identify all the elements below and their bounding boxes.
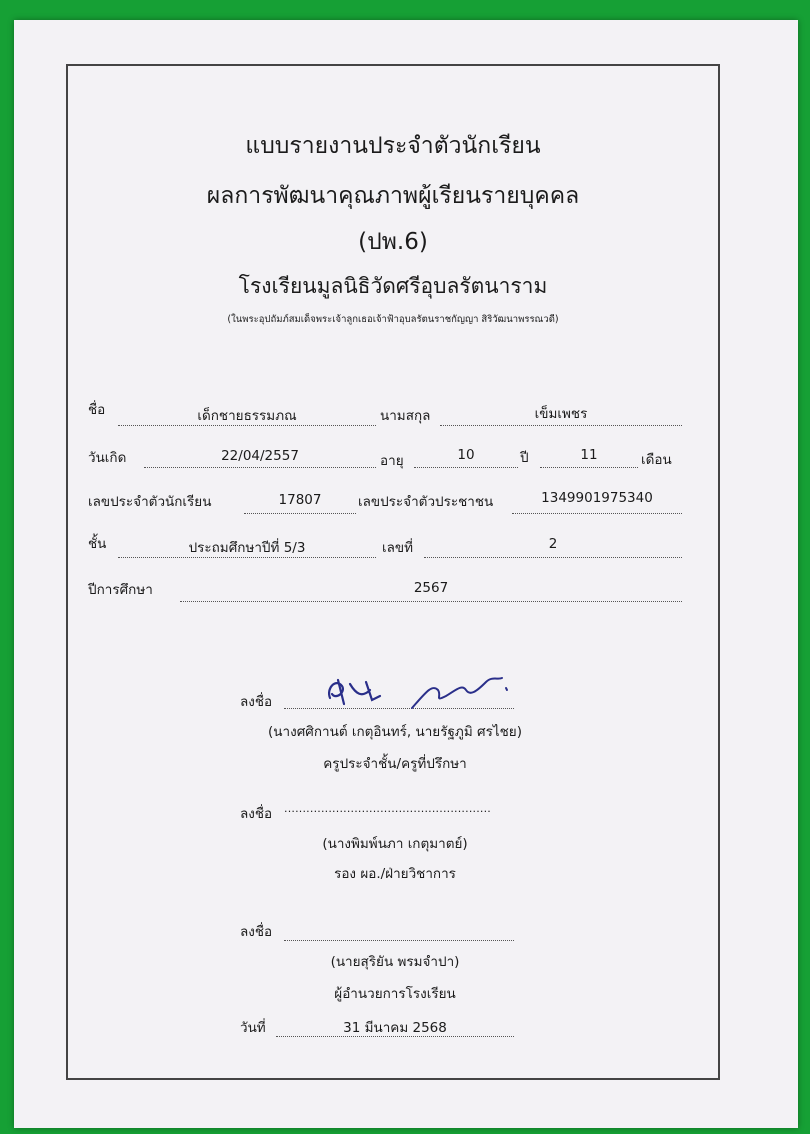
student-id-label: เลขประจำตัวนักเรียน <box>88 494 212 510</box>
number-value: 2 <box>548 536 558 552</box>
age-label: อายุ <box>380 453 404 469</box>
director-role: ผู้อำนวยการโรงเรียน <box>334 986 456 1002</box>
teacher-role: ครูประจำชั้น/ครูที่ปรึกษา <box>323 756 467 772</box>
class-label: ชั้น <box>88 536 107 552</box>
page-border <box>66 64 720 1080</box>
student-id-line <box>244 513 356 514</box>
student-id-value: 17807 <box>278 492 322 508</box>
teacher-signature <box>316 668 516 714</box>
title-line-3: (ปพ.6) <box>358 229 428 255</box>
deputy-role: รอง ผอ./ฝ่ายวิชาการ <box>334 866 456 882</box>
birth-label: วันเกิด <box>88 450 127 466</box>
age-years-line <box>414 467 518 468</box>
surname-value: เข็มเพชร <box>534 406 588 422</box>
deputy-sign-label: ลงชื่อ <box>240 806 273 822</box>
surname-line <box>440 425 682 426</box>
citizen-id-value: 1349901975340 <box>541 490 653 506</box>
patronage-text: (ในพระอุปถัมภ์สมเด็จพระเจ้าลูกเธอเจ้าฟ้าอุบลรัตนราชกัญญา สิริวัฒนาพรรณวดี) <box>227 314 559 325</box>
surname-label: นามสกุล <box>380 408 431 424</box>
class-value: ประถมศึกษาปีที่ 5/3 <box>188 540 306 556</box>
year-line <box>180 601 682 602</box>
director-sign-label: ลงชื่อ <box>240 924 273 940</box>
director-sign-line <box>284 940 514 941</box>
name-label: ชื่อ <box>88 402 106 418</box>
year-value: 2567 <box>413 580 449 596</box>
title-line-2: ผลการพัฒนาคุณภาพผู้เรียนรายบุคคล <box>206 183 580 209</box>
date-value: 31 มีนาคม 2568 <box>343 1020 447 1036</box>
age-months-line <box>540 467 638 468</box>
title-line-1: แบบรายงานประจำตัวนักเรียน <box>245 133 541 159</box>
director-name: (นายสุริยัน พรมจำปา) <box>330 954 460 970</box>
date-label: วันที่ <box>240 1020 266 1036</box>
months-label: เดือน <box>641 452 672 468</box>
birth-line <box>144 467 376 468</box>
citizen-id-line <box>512 513 682 514</box>
number-line <box>424 557 682 558</box>
teacher-sign-label: ลงชื่อ <box>240 694 273 710</box>
age-months-value: 11 <box>580 447 598 463</box>
birth-value: 22/04/2557 <box>221 448 299 464</box>
deputy-sign-dots: ........................................................ <box>284 802 492 815</box>
school-name: โรงเรียนมูลนิธิวัดศรีอุบลรัตนาราม <box>238 274 548 298</box>
citizen-id-label: เลขประจำตัวประชาชน <box>358 494 494 510</box>
deputy-name: (นางพิมพ์นภา เกตุมาตย์) <box>322 836 468 852</box>
year-label: ปีการศึกษา <box>88 582 153 598</box>
age-years-value: 10 <box>457 447 475 463</box>
years-label: ปี <box>520 450 529 466</box>
teacher-names: (นางศศิกานต์ เกตุอินทร์, นายรัฐภูมิ ศรไชย) <box>268 724 522 740</box>
name-value: เด็กชายธรรมภณ <box>197 408 297 424</box>
number-label: เลขที่ <box>382 540 414 556</box>
